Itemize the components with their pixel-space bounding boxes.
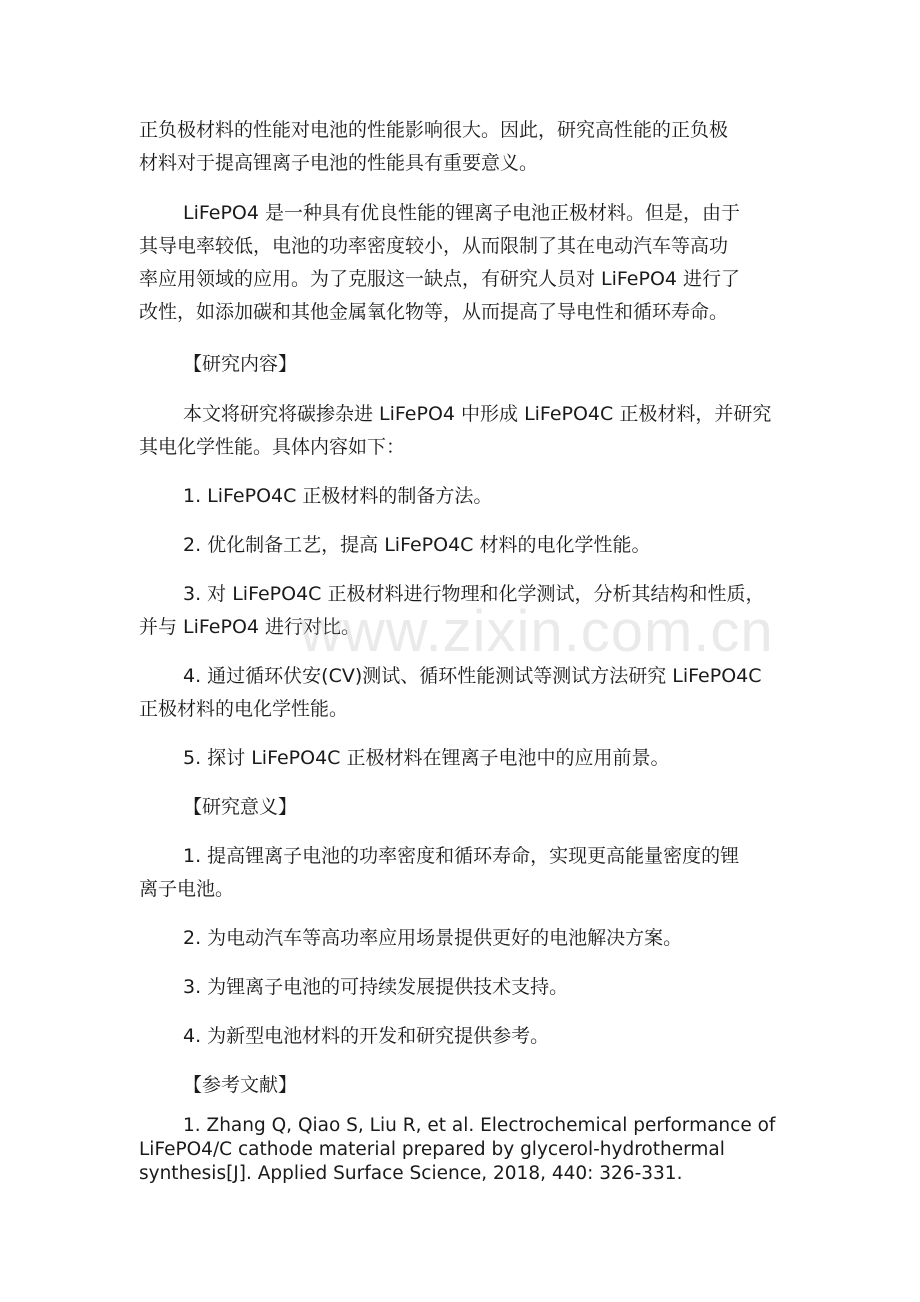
- content-item-4-line-2: 正极材料的电化学性能。: [139, 698, 349, 720]
- content-item-5-text: 5. 探讨 LiFePO4C 正极材料在锂离子电池中的应用前景。: [183, 747, 670, 769]
- intro-line-1: 正负极材料的性能对电池的性能影响很大。因此，研究高性能的正负极: [139, 119, 729, 141]
- watermark: www.zixin.com.cn: [300, 599, 774, 664]
- significance-item-1-line-2: 离子电池。: [139, 878, 235, 900]
- content-intro-line-2: 其电化学性能。具体内容如下：: [139, 436, 406, 458]
- research-significance-heading: 【研究意义】: [183, 796, 298, 818]
- lifepo4-paragraph: [139, 197, 801, 329]
- intro-paragraph: [139, 114, 801, 180]
- intro-line-2: 材料对于提高锂离子电池的性能具有重要意义。: [139, 152, 539, 174]
- content-item-4-line-1: 4. 通过循环伏安(CV)测试、循环性能测试等测试方法研究 LiFePO4C: [183, 665, 762, 687]
- content-item-4: [139, 660, 801, 726]
- significance-item-4-text: 4. 为新型电池材料的开发和研究提供参考。: [183, 1025, 550, 1047]
- content-item-1-text: 1. LiFePO4C 正极材料的制备方法。: [183, 485, 493, 507]
- content-item-3-line-2: 并与 LiFePO4 进行对比。: [139, 616, 361, 638]
- lifepo4-line-3: 率应用领域的应用。为了克服这一缺点，有研究人员对 LiFePO4 进行了: [139, 268, 741, 290]
- significance-item-2: [139, 922, 801, 955]
- content-item-1: [139, 480, 801, 513]
- significance-item-3: [139, 971, 801, 1004]
- significance-item-1-line-1: 1. 提高锂离子电池的功率密度和循环寿命，实现更高能量密度的锂: [183, 845, 740, 867]
- significance-item-1: [139, 840, 801, 906]
- reference-1-line-3: synthesis[J]. Applied Surface Science, 2018, 440: 326-331.: [139, 1163, 683, 1184]
- content-item-2-text: 2. 优化制备工艺，提高 LiFePO4C 材料的电化学性能。: [183, 534, 651, 556]
- content-item-5: [139, 742, 801, 775]
- reference-item-1: [139, 1114, 819, 1186]
- content-intro-line-1: 本文将研究将碳掺杂进 LiFePO4 中形成 LiFePO4C 正极材料，并研究: [183, 403, 772, 425]
- references-heading: 【参考文献】: [183, 1074, 298, 1096]
- significance-item-3-text: 3. 为锂离子电池的可持续发展提供技术支持。: [183, 976, 569, 998]
- reference-1-line-2: LiFePO4/C cathode material prepared by glycerol-hydrothermal: [139, 1139, 725, 1160]
- significance-item-4: [139, 1020, 801, 1053]
- research-content-heading: 【研究内容】: [183, 353, 298, 375]
- content-item-3-line-1: 3. 对 LiFePO4C 正极材料进行物理和化学测试，分析其结构和性质，: [183, 583, 765, 605]
- content-intro-paragraph: [139, 398, 801, 464]
- content-item-2: [139, 529, 801, 562]
- lifepo4-line-4: 改性，如添加碳和其他金属氧化物等，从而提高了导电性和循环寿命。: [139, 301, 729, 323]
- content-item-3: [139, 578, 801, 644]
- lifepo4-line-1: LiFePO4 是一种具有优良性能的锂离子电池正极材料。但是，由于: [183, 202, 740, 224]
- reference-1-line-1: 1. Zhang Q, Qiao S, Liu R, et al. Electrochemical performance of: [183, 1115, 776, 1136]
- lifepo4-line-2: 其导电率较低，电池的功率密度较小，从而限制了其在电动汽车等高功: [139, 235, 729, 257]
- significance-item-2-text: 2. 为电动汽车等高功率应用场景提供更好的电池解决方案。: [183, 927, 683, 949]
